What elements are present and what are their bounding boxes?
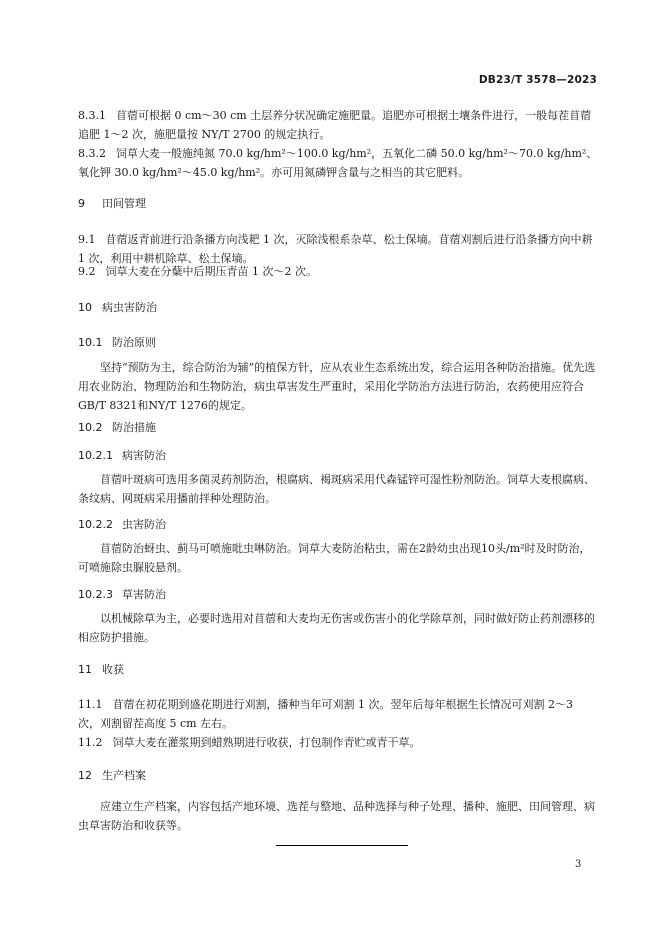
paragraph-10-2-1: 苜蓿叶斑病可选用多菌灵药剂防治，根腐病、褐斑病采用代森锰锌可湿性粉剂防治。饲草大麦根腐病、条纹病、网斑病采用播前拌种处理防治。 bbox=[78, 473, 595, 505]
section-number: 10.2.3 bbox=[78, 588, 113, 601]
paragraph-12: 应建立生产档案，内容包括产地环境、选茬与整地、品种选择与种子处理、播种、施肥、田间管理、病虫草害防治和收获等。 bbox=[78, 800, 595, 832]
section-title: 虫害防治 bbox=[122, 518, 166, 531]
clause-text: 饲草大麦在分蘖中后期压青苗 1 次～2 次。 bbox=[105, 265, 317, 278]
clause-8-3-2 bbox=[78, 144, 598, 182]
clause-number: 9.1 bbox=[78, 233, 96, 246]
section-title: 草害防治 bbox=[122, 588, 166, 601]
section-number: 10.2.1 bbox=[78, 449, 113, 462]
section-heading-10 bbox=[78, 298, 598, 317]
section-heading-9 bbox=[78, 194, 598, 213]
section-number: 10.2.2 bbox=[78, 518, 113, 531]
section-heading-10-1 bbox=[78, 333, 598, 352]
clause-text: 饲草大麦一般施纯氮 70.0 kg/hm²～100.0 kg/hm²，五氧化二磷 50.0 kg/hm²～70.0 kg/hm²、氧化钾 30.0 kg/hm²～45.0 kg/hm²。亦可用氮磷钾含量与之相当的其它肥料。 bbox=[78, 147, 598, 179]
section-title: 病虫害防治 bbox=[102, 301, 157, 314]
section-number: 12 bbox=[78, 769, 92, 782]
clause-text: 苜蓿可根据 0 cm～30 cm 土层养分状况确定施肥量。追肥亦可根据土壤条件进行，一般每茬苜蓿追肥 1～2 次，施肥量按 NY/T 2700 的规定执行。 bbox=[78, 109, 592, 141]
section-title: 田间管理 bbox=[102, 197, 146, 210]
section-heading-11 bbox=[78, 660, 598, 679]
section-title: 生产档案 bbox=[102, 769, 146, 782]
clause-text: 苜蓿返青前进行沿条播方向浅耙 1 次，灭除浅根系杂草、松土保墒。苜蓿刈割后进行沿条播方向中耕 1 次，利用中耕机除草、松土保墒。 bbox=[78, 233, 593, 265]
paragraph-10-2-2: 苜蓿防治蚜虫、蓟马可喷施吡虫啉防治。饲草大麦防治粘虫，需在2龄幼虫出现10头/m²时及时防治，可喷施除虫脲胶悬剂。 bbox=[78, 542, 591, 574]
clause-text: 苜蓿在初花期到盛花期进行刈割，播种当年可刈割 1 次。翌年后每年根据生长情况可刈割 2～3 次，刈割留茬高度 5 cm 左右。 bbox=[78, 698, 573, 730]
clause-number: 11.2 bbox=[78, 736, 103, 749]
clause-8-3-1 bbox=[78, 106, 598, 144]
section-heading-10-2-1 bbox=[78, 446, 598, 465]
section-heading-10-2-3 bbox=[78, 585, 598, 604]
standard-code: DB23/T 3578—2023 bbox=[478, 74, 597, 86]
section-title: 收获 bbox=[102, 663, 124, 676]
section-title: 防治原则 bbox=[112, 336, 156, 349]
section-title: 防治措施 bbox=[112, 421, 156, 434]
clause-number: 11.1 bbox=[78, 698, 103, 711]
section-number: 11 bbox=[78, 663, 92, 676]
clause-number: 8.3.2 bbox=[78, 147, 106, 160]
clause-text: 饲草大麦在灌浆期到蜡熟期进行收获，打包制作青贮或青干草。 bbox=[112, 736, 421, 749]
section-title: 病害防治 bbox=[122, 449, 166, 462]
end-rule bbox=[276, 845, 408, 846]
section-number: 9 bbox=[78, 197, 85, 210]
paragraph-10-1: 坚持“预防为主，综合防治为辅”的植保方针，应从农业生态系统出发，综合运用各种防治措施。优先选用农业防治、物理防治和生物防治，病虫草害发生严重时，采用化学防治方法进行防治，农药使用应符合GB/T 8321和NY/T 1276的规定。 bbox=[78, 361, 596, 412]
section-number: 10.1 bbox=[78, 336, 103, 349]
section-number: 10.2 bbox=[78, 421, 103, 434]
clause-9-2 bbox=[78, 262, 598, 281]
section-number: 10 bbox=[78, 301, 92, 314]
page-number: 3 bbox=[575, 859, 582, 870]
section-heading-10-2 bbox=[78, 418, 598, 437]
clause-11-1 bbox=[78, 695, 598, 733]
paragraph-10-2-3: 以机械除草为主，必要时选用对苜蓿和大麦均无伤害或伤害小的化学除草剂，同时做好防止药剂漂移的相应防护措施。 bbox=[78, 612, 595, 644]
clause-11-2 bbox=[78, 733, 598, 752]
section-heading-12 bbox=[78, 766, 598, 785]
clause-number: 8.3.1 bbox=[78, 109, 106, 122]
clause-number: 9.2 bbox=[78, 265, 96, 278]
section-heading-10-2-2 bbox=[78, 515, 598, 534]
